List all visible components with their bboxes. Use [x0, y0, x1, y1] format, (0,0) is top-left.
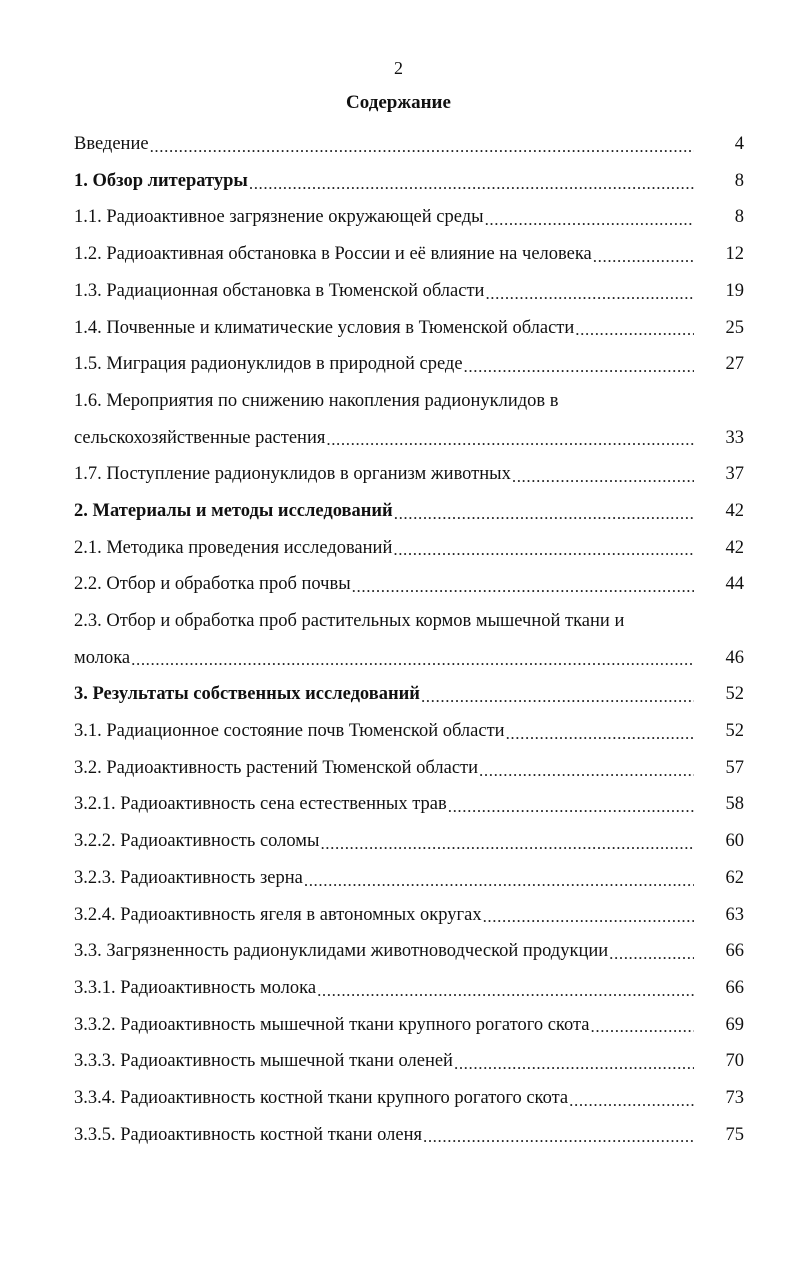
toc-entry-page: 52: [725, 721, 744, 742]
toc-dot-leader: [423, 1128, 694, 1145]
toc-entry: [74, 1007, 744, 1044]
toc-entry-page: 44: [725, 574, 744, 595]
toc-dot-leader: [609, 945, 694, 962]
toc-entry-text: 2. Материалы и методы исследований: [74, 500, 393, 521]
toc-entry-page: 33: [725, 427, 744, 448]
toc-entry-page: 37: [725, 464, 744, 485]
toc-entry-text: 1.1. Радиоактивное загрязнение окружающей среды: [74, 207, 484, 228]
toc-entry-page: 8: [734, 170, 744, 191]
toc-entry: [74, 786, 744, 823]
toc-entry-text: 1.2. Радиоактивная обстановка в России и её влияние на человека: [74, 244, 592, 265]
toc-entry-page: 25: [725, 317, 744, 338]
toc-entry-text: 1. Обзор литературы: [74, 170, 248, 191]
toc-entry: [74, 1117, 744, 1154]
toc-entry: [74, 199, 744, 236]
toc-entry: [74, 676, 744, 713]
toc-entry: [74, 273, 744, 310]
toc-entry-page: 70: [725, 1051, 744, 1072]
toc-dot-leader: [506, 725, 694, 742]
toc-entry: [74, 970, 744, 1007]
toc-entry-page: 8: [734, 207, 744, 228]
toc-dot-leader: [320, 835, 694, 852]
toc-dot-leader: [326, 431, 694, 448]
toc-entry-text: 3.2.2. Радиоактивность соломы: [74, 831, 320, 852]
toc-dot-leader: [448, 798, 694, 815]
toc-entry-page: 19: [725, 280, 744, 301]
toc-dot-leader: [304, 872, 694, 889]
toc-entry-text: 3.2.1. Радиоактивность сена естественных трав: [74, 794, 447, 815]
toc-title: Содержание: [346, 92, 451, 113]
toc-dot-leader: [131, 651, 694, 668]
toc-entry: [74, 163, 744, 200]
toc-entry-page: 12: [725, 244, 744, 265]
toc-entry-page: 69: [725, 1014, 744, 1035]
toc-entry-text: 3.3.3. Радиоактивность мышечной ткани оленей: [74, 1051, 453, 1072]
toc-entry: [74, 896, 744, 933]
toc-entry: [74, 750, 744, 787]
toc-entry-page: 42: [725, 537, 744, 558]
toc-entry: [74, 1043, 744, 1080]
toc-entry: [74, 126, 744, 163]
toc-entry: [74, 346, 744, 383]
toc-entry: [74, 236, 744, 273]
toc-entry-page: 75: [725, 1124, 744, 1145]
toc-entry-page: 62: [725, 867, 744, 888]
toc-entry-page: 66: [725, 941, 744, 962]
toc-entry-text: 3.2.3. Радиоактивность зерна: [74, 867, 303, 888]
toc-entry-page: 52: [725, 684, 744, 705]
toc-entry: [74, 456, 744, 493]
toc-entry-text: 2.2. Отбор и обработка проб почвы: [74, 574, 351, 595]
toc-entry-text: 3.3.5. Радиоактивность костной ткани оленя: [74, 1124, 422, 1145]
toc-entry-text: Введение: [74, 134, 149, 155]
toc-entry-text: молока: [74, 647, 131, 668]
toc-entry-page: 4: [734, 134, 744, 155]
toc-entry: [74, 420, 744, 457]
toc-entry-text: 3.3. Загрязненность радионуклидами животноводческой продукции: [74, 941, 609, 962]
toc-entry-text: 3.3.2. Радиоактивность мышечной ткани крупного рогатого скота: [74, 1014, 590, 1035]
toc-entry-text: 3.3.1. Радиоактивность молока: [74, 977, 317, 998]
toc-entry-text: 3. Результаты собственных исследований: [74, 684, 420, 705]
toc-entry-text: 2.3. Отбор и обработка проб растительных кормов мышечной ткани и: [74, 611, 625, 632]
toc-dot-leader: [485, 211, 694, 228]
toc-entry: [74, 640, 744, 677]
toc-dot-leader: [464, 358, 694, 375]
toc-entry-text: 3.2. Радиоактивность растений Тюменской области: [74, 757, 479, 778]
toc-entry-text: 3.1. Радиационное состояние почв Тюменской области: [74, 721, 505, 742]
toc-entry: [74, 713, 744, 750]
toc-entry: [74, 383, 744, 420]
toc-entry: [74, 933, 744, 970]
toc-entry-page: 57: [725, 757, 744, 778]
toc-dot-leader: [394, 505, 694, 522]
toc-entry: [74, 493, 744, 530]
toc-entry-text: 1.4. Почвенные и климатические условия в Тюменской области: [74, 317, 575, 338]
toc-entry-page: 27: [725, 354, 744, 375]
toc-entry: [74, 309, 744, 346]
toc-dot-leader: [575, 321, 694, 338]
toc-entry-page: 46: [725, 647, 744, 668]
toc-dot-leader: [569, 1092, 694, 1109]
toc-entry-text: 1.3. Радиационная обстановка в Тюменской области: [74, 280, 485, 301]
toc-dot-leader: [485, 285, 694, 302]
toc-dot-leader: [591, 1018, 695, 1035]
toc-dot-leader: [593, 248, 694, 265]
toc-dot-leader: [483, 908, 694, 925]
toc-entry-text: 2.1. Методика проведения исследований: [74, 537, 393, 558]
toc-entry-text: сельскохозяйственные растения: [74, 427, 326, 448]
toc-dot-leader: [393, 541, 694, 558]
toc-dot-leader: [479, 762, 694, 779]
toc-entry: [74, 860, 744, 897]
toc-entry-text: 3.3.4. Радиоактивность костной ткани крупного рогатого скота: [74, 1087, 569, 1108]
toc-entry: [74, 603, 744, 640]
toc-dot-leader: [249, 175, 694, 192]
toc-entry-text: 1.5. Миграция радионуклидов в природной среде: [74, 354, 463, 375]
toc-entry: [74, 1080, 744, 1117]
toc-entry: [74, 823, 744, 860]
toc-entry: [74, 566, 744, 603]
table-of-contents: [74, 126, 744, 1153]
toc-dot-leader: [150, 138, 694, 155]
toc-entry-text: 3.2.4. Радиоактивность ягеля в автономных округах: [74, 904, 482, 925]
toc-dot-leader: [512, 468, 694, 485]
toc-entry-page: 73: [725, 1087, 744, 1108]
toc-entry-text: 1.6. Мероприятия по снижению накопления радионуклидов в: [74, 390, 559, 411]
toc-entry-page: 60: [725, 831, 744, 852]
toc-entry-page: 66: [725, 977, 744, 998]
toc-dot-leader: [317, 982, 694, 999]
toc-entry-page: 42: [725, 500, 744, 521]
page-number: 2: [394, 58, 403, 78]
toc-dot-leader: [421, 688, 694, 705]
toc-entry: [74, 530, 744, 567]
toc-dot-leader: [352, 578, 694, 595]
toc-dot-leader: [454, 1055, 694, 1072]
toc-entry-text: 1.7. Поступление радионуклидов в организм животных: [74, 464, 511, 485]
toc-entry-page: 63: [725, 904, 744, 925]
toc-entry-page: 58: [725, 794, 744, 815]
